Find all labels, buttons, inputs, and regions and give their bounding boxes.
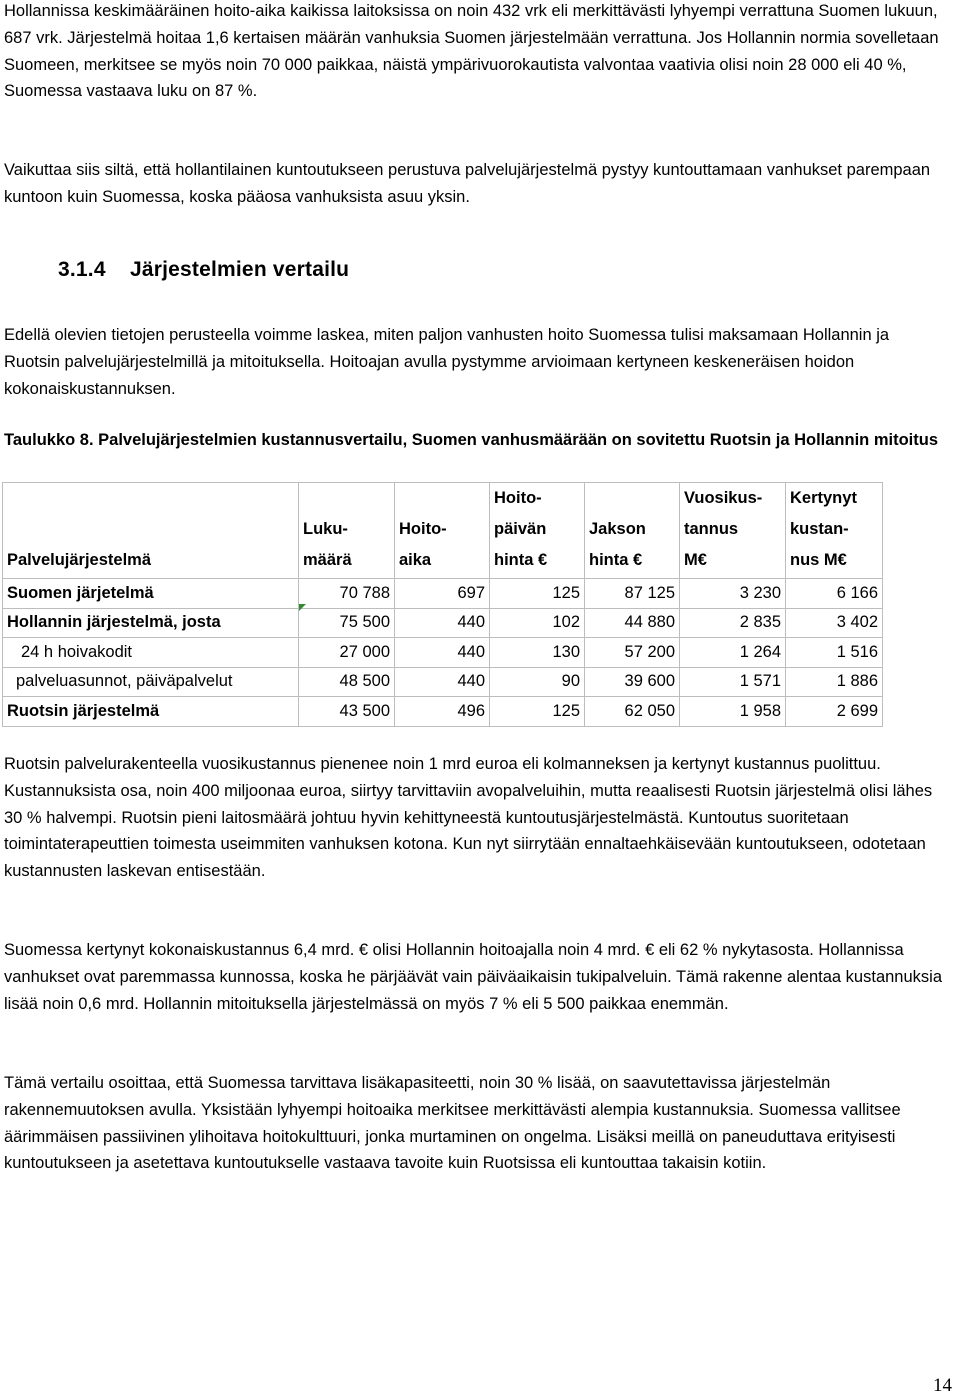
cell-lukumaara: 75 500	[299, 608, 395, 638]
paragraph-hoitoaika-hollanti: Hollannissa keskimääräinen hoito-aika kaikissa laitoksissa on noin 432 vrk eli merkittävästi lyhyempi verrattuna Suomen lukuun, 687 vrk. Järjestelmä hoitaa 1,6 kertaisen määrän vanhuksia Suomen järjestelmään verrattuna. Jos Hollannin normia sovelletaan Suomeen, merkitsee se myös noin 70 000 paikkaa, näistä ympärivuorokautista valvontaa vaativia olisi noin 28 000 eli 40 %, Suomessa vastaava luku on 87 %.	[4, 2, 939, 101]
cell-jakson-hinta: 62 050	[585, 697, 680, 727]
cell-hoitopaivan-hinta: 102	[490, 608, 585, 638]
cell-hoitoaika: 440	[395, 667, 490, 697]
cell-jakson-hinta: 57 200	[585, 638, 680, 668]
cell-jakson-hinta: 44 880	[585, 608, 680, 638]
header-palvelujarjestelma: Palvelujärjestelmä	[3, 483, 299, 579]
cell-kertynyt: 2 699	[786, 697, 883, 727]
page-number: 14	[933, 1375, 952, 1396]
cell-hoitopaivan-hinta: 90	[490, 667, 585, 697]
table-row	[3, 608, 883, 638]
paragraph-laskelma-intro: Edellä olevien tietojen perusteella voimme laskea, miten paljon vanhusten hoito Suomessa tulisi maksamaan Hollannin ja Ruotsin palvelujärjestelmillä ja mitoituksella. Hoitoajan avulla pystymme arvioimaan kertyneen keskeneräisen hoidon kokonaiskustannuksen.	[4, 326, 890, 398]
table-header-row	[3, 483, 883, 579]
cell-lukumaara: 27 000	[299, 638, 395, 668]
row-name: palveluasunnot, päiväpalvelut	[3, 667, 299, 697]
paragraph-ruotsi-vertailu: Ruotsin palvelurakenteella vuosikustannus pienenee noin 1 mrd euroa eli kolmanneksen ja kertynyt kustannus puolittuu. Kustannuksista osa, noin 400 miljoonaa euroa, siirtyy tarvittaviin avopalveluihin, mutta reaalisesti Ruotsin järjestelmä olisi lähes 30 % halvempi. Ruotsin pieni laitosmäärä johtuu hyvin kehittyneestä kuntoutusjärjestelmästä. Kuntoutus suoritetaan toimintaterapeuttien toimesta useimmiten vanhuksen kotona. Kun nyt siirrytään ennaltaehkäisevään kuntoutukseen, odotetaan kustannusten laskevan entisestään.	[4, 755, 933, 881]
paragraph-kuntoutus-johtopaatos: Vaikuttaa siis siltä, että hollantilainen kuntoutukseen perustuva palvelujärjestelmä pystyy kuntouttamaan vanhukset parempaan kuntoon kuin Suomessa, koska pääosa vanhuksista asuu yksin.	[4, 161, 931, 206]
paragraph-hollanti-vertailu: Suomessa kertynyt kokonaiskustannus 6,4 mrd. € olisi Hollannin hoitoajalla noin 4 mrd. € eli 62 % nykytasosta. Hollannissa vanhukset ovat paremmassa kunnossa, koska he pärjäävät vain päiväaikaisin tukipalveluin. Tämä rakenne alentaa kustannuksia lisää noin 0,6 mrd. Hollannin mitoituksella järjestelmässä on myös 7 % eli 5 500 paikkaa enemmän.	[4, 941, 942, 1013]
cell-kertynyt: 1 886	[786, 667, 883, 697]
cell-lukumaara: 43 500	[299, 697, 395, 727]
cell-lukumaara: 70 788	[299, 579, 395, 609]
section-number: 3.1.4	[58, 258, 106, 281]
row-name: Ruotsin järjestelmä	[3, 697, 299, 727]
row-name: Suomen järjetelmä	[3, 579, 299, 609]
cell-hoitopaivan-hinta: 125	[490, 697, 585, 727]
paragraph-johtopaatos: Tämä vertailu osoittaa, että Suomessa tarvittava lisäkapasiteetti, noin 30 % lisää, on saavutettavissa järjestelmän rakennemuutoksen avulla. Yksistään lyhyempi hoitoaika merkitsee merkittävästi alempia kustannuksia. Suomessa vallitsee äärimmäisen passiivinen ylihoitava hoitokulttuuri, jonka murtaminen on ongelma. Lisäksi meillä on paneuduttava erityisesti kuntoutukseen ja asetettava kuntoutukselle vastaava tavoite kuin Ruotsissa eli kuntouttaa takaisin kotiin.	[4, 1074, 901, 1173]
cell-hoitoaika: 440	[395, 608, 490, 638]
table-row	[3, 697, 883, 727]
cell-hoitopaivan-hinta: 125	[490, 579, 585, 609]
table-row	[3, 638, 883, 668]
header-hoitopaivan-hinta: Hoito- päivän hinta €	[490, 483, 585, 579]
row-name: Hollannin järjestelmä, josta	[3, 608, 299, 638]
cell-kertynyt: 6 166	[786, 579, 883, 609]
header-lukumaara: Luku- määrä	[299, 483, 395, 579]
cell-vuosikustannus: 2 835	[680, 608, 786, 638]
header-vuosikustannus: Vuosikus- tannus M€	[680, 483, 786, 579]
header-kertynyt-kustannus: Kertynyt kustan- nus M€	[786, 483, 883, 579]
cell-jakson-hinta: 87 125	[585, 579, 680, 609]
cell-hoitoaika: 697	[395, 579, 490, 609]
section-heading	[58, 258, 349, 282]
section-title: Järjestelmien vertailu	[130, 258, 350, 281]
cell-kertynyt: 3 402	[786, 608, 883, 638]
cell-vuosikustannus: 1 571	[680, 667, 786, 697]
cell-lukumaara: 48 500	[299, 667, 395, 697]
row-name: 24 h hoivakodit	[3, 638, 299, 668]
cell-hoitopaivan-hinta: 130	[490, 638, 585, 668]
cell-hoitoaika: 440	[395, 638, 490, 668]
cell-vuosikustannus: 3 230	[680, 579, 786, 609]
cell-vuosikustannus: 1 958	[680, 697, 786, 727]
header-jakson-hinta: Jakson hinta €	[585, 483, 680, 579]
cell-jakson-hinta: 39 600	[585, 667, 680, 697]
cell-kertynyt: 1 516	[786, 638, 883, 668]
table-caption: Taulukko 8. Palvelujärjestelmien kustannusvertailu, Suomen vanhusmäärään on sovitettu Ruotsin ja Hollannin mitoitus	[4, 431, 938, 449]
cost-comparison-table	[2, 482, 883, 727]
cell-vuosikustannus: 1 264	[680, 638, 786, 668]
table-row	[3, 667, 883, 697]
header-hoitoaika: Hoito- aika	[395, 483, 490, 579]
table-row	[3, 579, 883, 609]
cell-hoitoaika: 496	[395, 697, 490, 727]
cell-comment-marker-icon	[299, 604, 306, 611]
